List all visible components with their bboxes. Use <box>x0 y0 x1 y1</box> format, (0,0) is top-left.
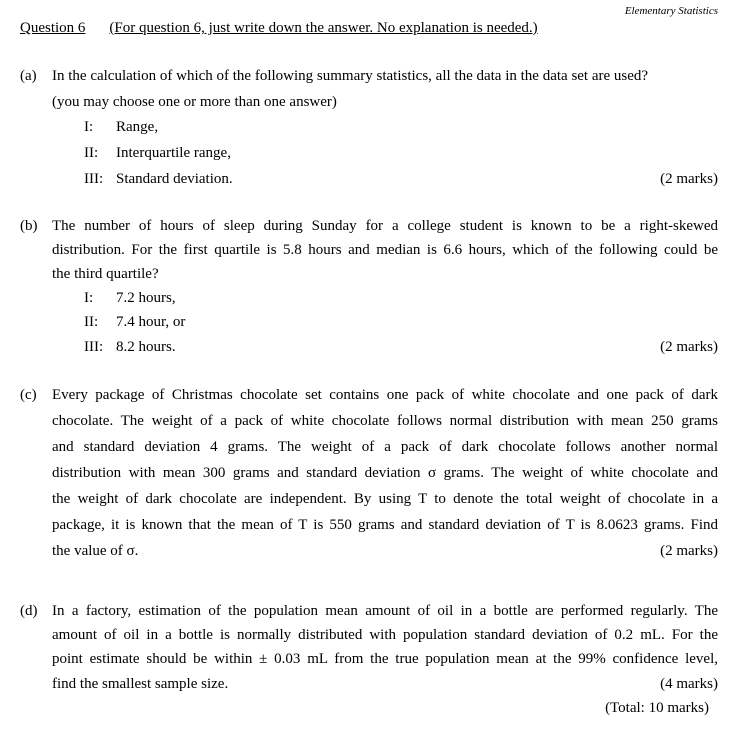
part-a-line-1: In the calculation of which of the following summary statistics, all the data in the data set are used? <box>52 68 649 84</box>
part-d-line-1: In a factory, estimation of the population mean amount of oil in a bottle are performed regularly. The <box>52 603 718 619</box>
part-d-line-2: amount of oil in a bottle is normally distributed with population standard deviation of 0.2 mL. For the <box>52 627 718 643</box>
part-b-line-2: distribution. For the first quartile is 5.8 hours and median is 6.6 hours, which of the following could be <box>52 242 718 258</box>
option-text: 7.4 hour, or <box>116 314 186 330</box>
option-number: III: <box>84 171 104 187</box>
option-number: I: <box>84 290 94 306</box>
part-d-line-3: point estimate should be within ± 0.03 mL from the true population mean at the 99% confidence level, <box>52 651 718 667</box>
part-c-line-1: Every package of Christmas chocolate set contains one pack of white chocolate and one pack of dark <box>52 387 718 403</box>
question-title <box>20 20 538 37</box>
marks-label: (2 marks) <box>660 171 718 187</box>
option-text: Interquartile range, <box>116 145 231 161</box>
option-number: II: <box>84 145 99 161</box>
option-text: 8.2 hours. <box>116 339 176 355</box>
option-number: III: <box>84 339 104 355</box>
option-text: 7.2 hours, <box>116 290 176 306</box>
part-b-line-3: the third quartile? <box>52 266 159 282</box>
part-label: (a) <box>20 68 37 84</box>
part-c-line-3: and standard deviation 4 grams. The weight of a pack of dark chocolate follows another normal <box>52 439 718 455</box>
part-b-line-1: The number of hours of sleep during Sunday for a college student is known to be a right-skewed <box>52 218 718 234</box>
part-label: (d) <box>20 603 38 619</box>
part-a-line-2: (you may choose one or more than one answer) <box>52 94 337 110</box>
option-text: Range, <box>116 119 159 135</box>
marks-label: (2 marks) <box>660 543 718 559</box>
question-instruction: (For question 6, just write down the answer. No explanation is needed.) <box>109 20 538 36</box>
part-label: (c) <box>20 387 37 403</box>
part-c-line-2: chocolate. The weight of a pack of white chocolate follows normal distribution with mean 250 grams <box>52 413 718 429</box>
option-number: II: <box>84 314 99 330</box>
part-c-line-6: package, it is known that the mean of T is 550 grams and standard deviation of T is 8.0623 grams. Find <box>52 517 718 533</box>
question-number: Question 6 <box>20 20 86 36</box>
part-d-line-4: find the smallest sample size. <box>52 676 229 692</box>
course-header: Elementary Statistics <box>624 5 718 17</box>
marks-label: (2 marks) <box>660 339 718 355</box>
part-c-line-5: the weight of dark chocolate are independent. By using T to denote the total weight of chocolate in a <box>52 491 718 507</box>
option-text: Standard deviation. <box>116 171 233 187</box>
option-number: I: <box>84 119 94 135</box>
part-label: (b) <box>20 218 38 234</box>
part-c-line-7: the value of σ. <box>52 543 139 559</box>
part-c-line-4: distribution with mean 300 grams and standard deviation σ grams. The weight of white chocolate and <box>52 465 718 481</box>
total-marks: (Total: 10 marks) <box>605 700 709 716</box>
marks-label: (4 marks) <box>660 676 718 692</box>
